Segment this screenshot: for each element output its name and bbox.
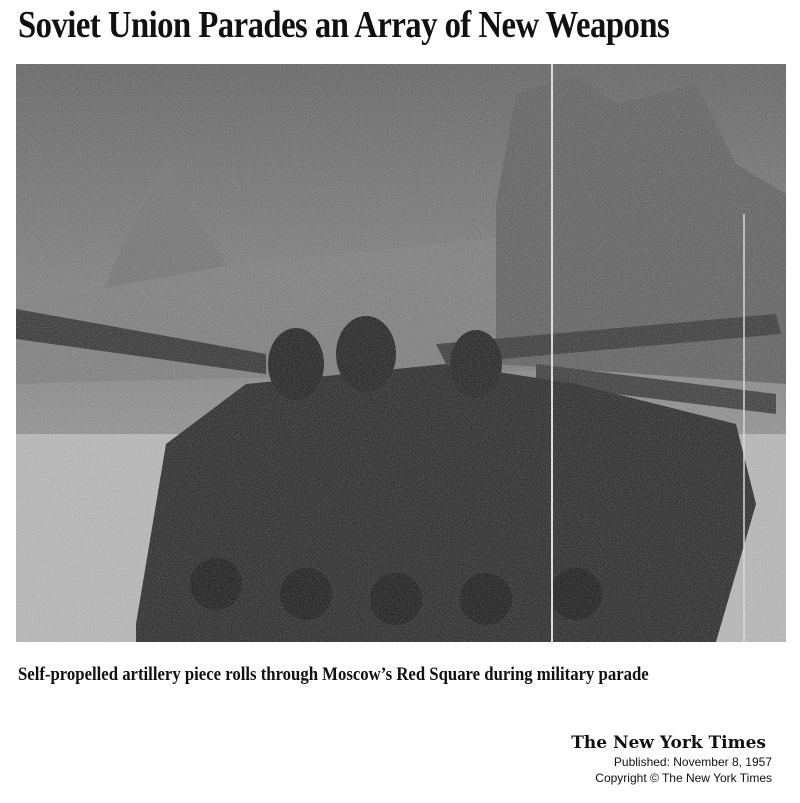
photo-caption: Self-propelled artillery piece rolls through Moscow’s Red Square during military parade <box>18 664 649 685</box>
copyright-line: Copyright © The New York Times <box>595 771 772 785</box>
halftone-grain <box>16 64 786 642</box>
source-credit <box>526 732 786 786</box>
publish-date: Published: November 8, 1957 <box>613 755 772 769</box>
parade-photo-illustration <box>16 64 786 642</box>
newspaper-photo <box>16 64 786 642</box>
nyt-logo: The New York Times <box>571 733 766 753</box>
headline: Soviet Union Parades an Array of New Weapons <box>18 4 670 46</box>
